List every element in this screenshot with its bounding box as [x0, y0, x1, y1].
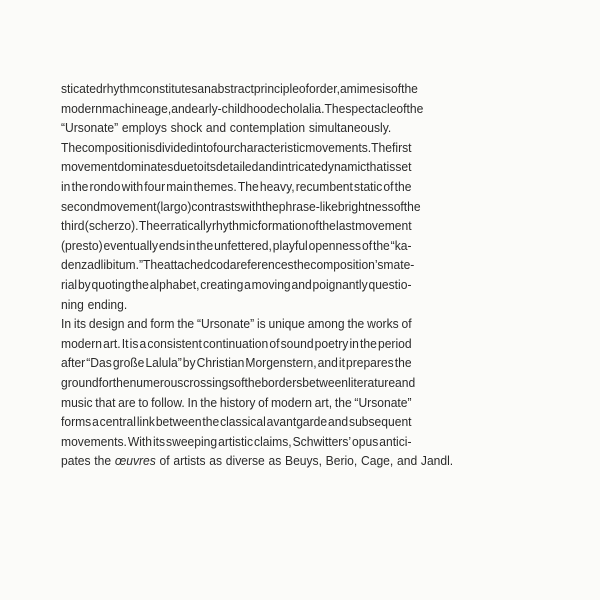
word: are	[118, 394, 136, 410]
word: (largo)	[156, 198, 192, 214]
word: playful	[272, 237, 308, 253]
word: divided	[155, 139, 194, 155]
word: is	[386, 159, 396, 175]
word: between	[302, 374, 349, 390]
word: “Das	[86, 355, 112, 371]
word: abstract	[210, 81, 254, 96]
word: the	[394, 355, 412, 371]
word: after	[61, 355, 86, 371]
text-line	[61, 393, 412, 413]
word: “Ursonate”	[61, 120, 119, 136]
word: art.	[103, 335, 121, 351]
text-line	[61, 295, 412, 315]
word: the	[394, 178, 412, 194]
word: link	[136, 414, 155, 430]
word: of	[258, 394, 269, 410]
word: ending.	[87, 296, 128, 312]
word: rhythm	[102, 81, 140, 96]
word: rondo	[89, 178, 121, 194]
word: the	[177, 316, 195, 332]
word: alphabet,	[149, 276, 200, 292]
word: continuation	[202, 335, 269, 351]
word: and	[291, 276, 312, 292]
word: borders	[261, 374, 303, 390]
word: The	[324, 100, 346, 116]
word: echolalia.	[273, 100, 325, 116]
word: into	[193, 139, 214, 155]
word: of	[383, 178, 394, 194]
word: of	[234, 374, 245, 390]
word: last	[336, 218, 355, 234]
word: eventually	[103, 237, 159, 253]
word: that	[95, 394, 116, 410]
word: In	[187, 394, 198, 410]
word: composition’s	[310, 257, 384, 273]
word: quoting	[91, 276, 132, 292]
word: movement	[61, 159, 118, 175]
word: is	[146, 139, 156, 155]
word: and	[317, 355, 338, 371]
word: period	[377, 335, 412, 351]
word: art,	[314, 394, 333, 410]
word: by	[77, 276, 91, 292]
word: intricate	[278, 159, 322, 175]
word: the	[244, 374, 262, 390]
word: (scherzo).	[84, 218, 139, 234]
text-line	[61, 334, 412, 354]
word: movements.	[305, 139, 372, 155]
word: formation	[257, 218, 309, 234]
word: the	[71, 178, 89, 194]
word: “Ursonate”	[354, 394, 412, 410]
word: œuvres	[114, 453, 156, 469]
word: in	[61, 178, 71, 194]
word: dominates	[117, 159, 174, 175]
word: and	[396, 453, 418, 469]
word: is	[129, 335, 139, 351]
text-line	[61, 216, 412, 236]
word: pates	[61, 453, 91, 469]
word: and	[258, 159, 279, 175]
word: With	[127, 433, 153, 449]
word: composition	[81, 139, 147, 155]
word: static	[354, 178, 383, 194]
word: to	[193, 159, 204, 175]
word: attached	[163, 257, 211, 273]
word: of	[391, 81, 402, 96]
word: its	[73, 316, 87, 332]
word: a	[92, 414, 99, 430]
word: themes.	[193, 178, 237, 194]
word: the	[406, 100, 424, 116]
word: The	[371, 139, 393, 155]
word: dynamic	[321, 159, 367, 175]
text-line	[61, 314, 412, 334]
word: set	[395, 159, 412, 175]
word: poignantly	[312, 276, 368, 292]
word: design	[88, 316, 125, 332]
word: of	[361, 237, 373, 253]
word: four	[213, 139, 234, 155]
word: the	[112, 374, 130, 390]
word: forms	[61, 414, 92, 430]
word: Christian	[196, 355, 245, 371]
word: due	[173, 159, 194, 175]
text-line	[61, 197, 421, 217]
word: the	[347, 316, 365, 332]
word: Beuys,	[284, 453, 322, 469]
word: recumbent	[295, 178, 353, 194]
word: modern	[61, 100, 102, 116]
word: for	[98, 374, 113, 390]
word: consistent	[147, 335, 202, 351]
word: simultaneously.	[308, 120, 392, 136]
word: Jandl.	[420, 453, 454, 469]
text-line	[61, 275, 412, 295]
word: of	[298, 81, 310, 96]
word: machine	[101, 100, 148, 116]
word: openness	[308, 237, 362, 253]
word: third	[61, 218, 85, 234]
word: with	[121, 178, 144, 194]
word: modern	[270, 394, 312, 410]
word: principle	[253, 81, 299, 96]
word: (presto)	[61, 237, 103, 253]
word: and	[327, 414, 349, 430]
word: the	[202, 414, 220, 430]
word: The	[61, 139, 82, 155]
word: denz	[61, 257, 88, 273]
word: of	[401, 316, 412, 332]
word: coda	[210, 257, 237, 273]
word: as	[209, 453, 223, 469]
text-line	[61, 99, 424, 119]
word: große	[112, 355, 145, 371]
word: with	[240, 198, 262, 214]
text-line	[61, 118, 412, 138]
word: moving	[251, 276, 291, 292]
word: references	[236, 257, 294, 273]
word: early-childhood	[191, 100, 274, 116]
word: Cage,	[360, 453, 394, 469]
text-line	[61, 177, 412, 197]
word: avantgarde	[266, 414, 328, 430]
word: among	[307, 316, 345, 332]
word: creating	[200, 276, 244, 292]
word: a	[139, 335, 147, 351]
word: and	[127, 316, 148, 332]
word: opus	[352, 433, 379, 449]
word: artistic	[218, 433, 254, 449]
word: prepares	[345, 355, 394, 371]
word: movements.	[61, 433, 127, 449]
word: heavy,	[259, 178, 295, 194]
word: spectacle	[345, 100, 397, 116]
word: sweeping	[166, 433, 218, 449]
word: and	[205, 120, 227, 136]
word: movement	[99, 198, 157, 214]
word: crossings	[183, 374, 235, 390]
word: central	[99, 414, 136, 430]
paragraph-2	[61, 138, 421, 314]
word: age,	[147, 100, 172, 116]
word: first	[392, 139, 412, 155]
word: an	[197, 81, 211, 96]
word: movement	[355, 218, 412, 234]
word: artists	[173, 453, 206, 469]
word: form	[150, 316, 175, 332]
word: ning	[61, 296, 84, 312]
word: questio-	[368, 276, 412, 292]
word: to	[138, 394, 149, 410]
word: It	[121, 335, 129, 351]
word: mimesis	[346, 81, 392, 96]
word: and	[171, 100, 192, 116]
word: second	[61, 198, 100, 214]
word: unique	[268, 316, 305, 332]
word: The	[138, 218, 160, 234]
word: erratically	[159, 218, 212, 234]
word: Berio,	[325, 453, 358, 469]
word: music	[61, 394, 93, 410]
word: of	[308, 218, 319, 234]
word: that	[366, 159, 387, 175]
word: main	[166, 178, 193, 194]
word: The	[143, 257, 164, 273]
word: In	[61, 316, 72, 332]
word: of	[159, 453, 170, 469]
word: the	[403, 198, 421, 214]
word: the	[293, 257, 311, 273]
word: contemplation	[229, 120, 306, 136]
paragraph-1	[61, 79, 424, 138]
word: subsequent	[349, 414, 412, 430]
word: between	[155, 414, 202, 430]
word: antici-	[379, 433, 412, 449]
word: libitum.”	[100, 257, 144, 273]
word: characteristic	[234, 139, 306, 155]
word: the	[200, 394, 218, 410]
text-line	[61, 255, 415, 275]
word: rial	[61, 276, 78, 292]
word: follow.	[151, 394, 185, 410]
word: the	[401, 81, 418, 96]
word: of	[396, 100, 407, 116]
word: Lalula”	[145, 355, 182, 371]
word: of	[269, 335, 280, 351]
word: diverse	[225, 453, 265, 469]
word: “ka-	[390, 237, 412, 253]
word: order,	[309, 81, 340, 96]
word: the	[318, 218, 336, 234]
word: phrase-like	[278, 198, 338, 214]
word: contrasts	[191, 198, 241, 214]
word: mate-	[383, 257, 415, 273]
word: it	[338, 355, 345, 371]
word: shock	[170, 120, 203, 136]
word: the	[196, 237, 214, 253]
word: is	[256, 316, 266, 332]
text-line	[61, 373, 416, 393]
word: a	[244, 276, 251, 292]
word: “Ursonate”	[196, 316, 255, 332]
word: a	[339, 81, 347, 96]
word: works	[367, 316, 399, 332]
text-line	[61, 432, 412, 452]
text-line	[61, 157, 412, 177]
word: history	[219, 394, 256, 410]
text-line	[61, 79, 418, 99]
text-line	[61, 353, 412, 373]
word: sticated	[61, 81, 103, 96]
text-line	[61, 236, 412, 256]
word: brightness	[337, 198, 394, 214]
word: as	[268, 453, 282, 469]
word: sound	[280, 335, 314, 351]
word: The	[237, 178, 259, 194]
text-line	[61, 412, 412, 432]
word: four	[144, 178, 166, 194]
word: classical	[220, 414, 266, 430]
word: the	[360, 335, 377, 351]
word: Schwitters’	[292, 433, 352, 449]
word: ad	[87, 257, 101, 273]
word: literature	[348, 374, 396, 390]
word: rhythmic	[211, 218, 258, 234]
word: detailed	[216, 159, 259, 175]
word: the	[94, 453, 112, 469]
word: employs	[121, 120, 167, 136]
word: ends	[158, 237, 186, 253]
word: the	[372, 237, 390, 253]
body-text	[61, 79, 454, 471]
text-line	[61, 138, 412, 158]
word: in	[186, 237, 196, 253]
word: of	[393, 198, 404, 214]
word: the	[132, 276, 149, 292]
paragraph-3	[61, 314, 454, 471]
word: its	[152, 433, 166, 449]
word: in	[349, 335, 359, 351]
word: ground	[61, 374, 99, 390]
word: and	[395, 374, 416, 390]
word: the	[261, 198, 279, 214]
text-line	[61, 451, 454, 471]
word: poetry	[314, 335, 349, 351]
word: the	[334, 394, 352, 410]
word: Morgenstern,	[245, 355, 317, 371]
word: claims,	[254, 433, 292, 449]
word: numerous	[129, 374, 184, 390]
word: unfettered,	[214, 237, 272, 253]
word: constitutes	[139, 81, 198, 96]
word: modern	[61, 335, 102, 351]
word: its	[203, 159, 216, 175]
word: by	[182, 355, 196, 371]
